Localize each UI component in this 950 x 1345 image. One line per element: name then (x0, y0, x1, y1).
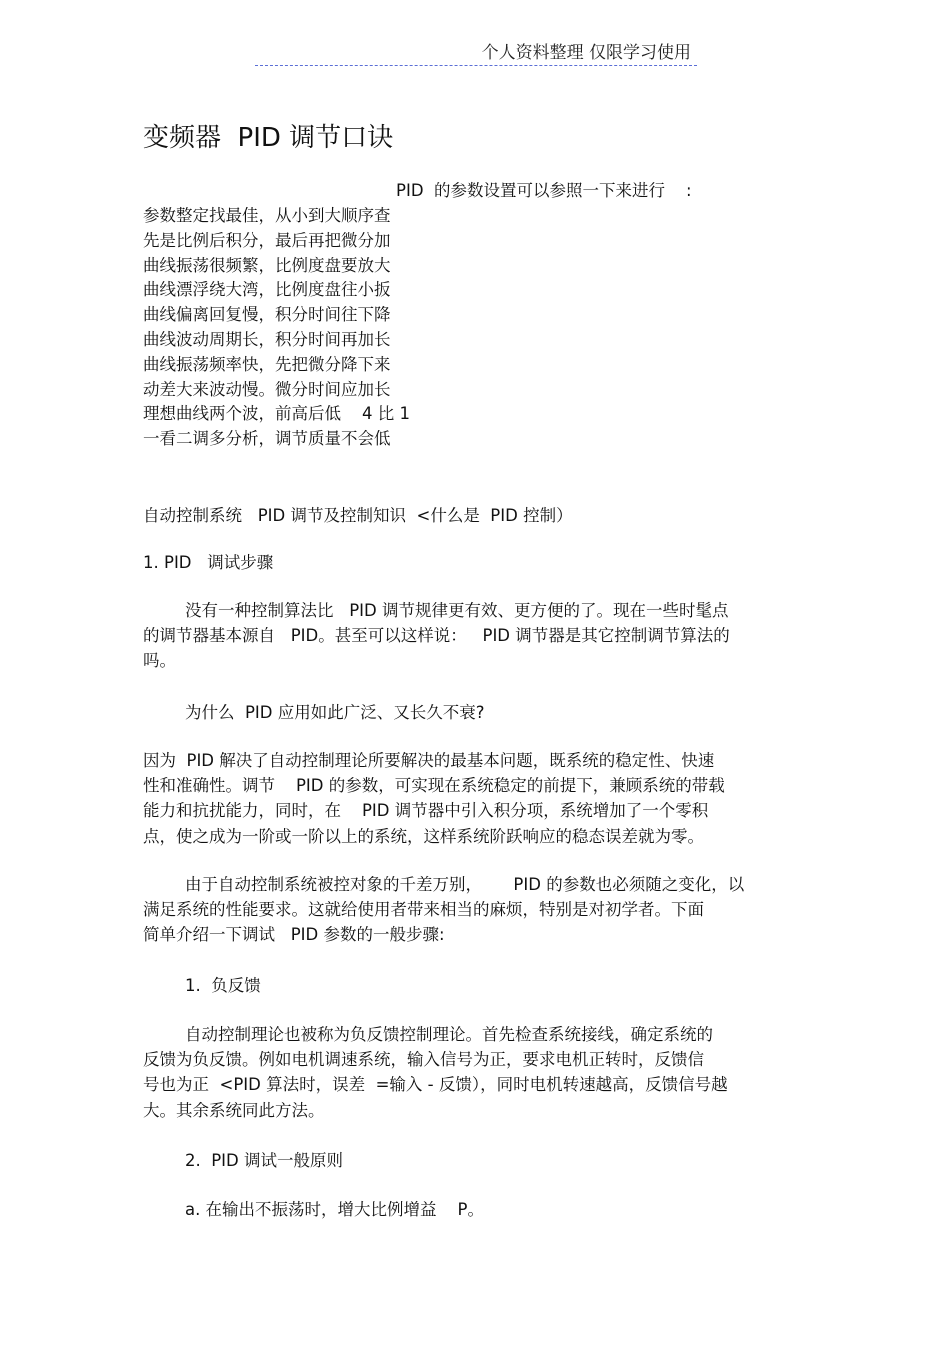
paragraph-1 (143, 598, 783, 674)
document-title: 变频器 PID 调节口诀 (143, 123, 394, 153)
subheading-pid-principles: 2. PID 调试一般原则 (143, 1151, 343, 1170)
verse-line: 曲线漂浮绕大湾，比例度盘往小扳 (143, 280, 391, 300)
section-title: 自动控制系统 PID 调节及控制知识 <什么是 PID 控制） (143, 506, 573, 525)
verse-line: 曲线偏离回复慢，积分时间往下降 (143, 305, 391, 325)
paragraph-line: 自动控制理论也被称为负反馈控制理论。首先检查系统接线，确定系统的 (143, 1025, 713, 1044)
paragraph-line: 大。其余系统同此方法。 (143, 1100, 325, 1120)
paragraph-line: 简单介绍一下调试 PID 参数的一般步骤: (143, 925, 445, 945)
paragraph-line: 性和准确性。调节 PID 的参数，可实现在系统稳定的前提下，兼顾系统的带载 (143, 776, 725, 796)
paragraph-5 (143, 1022, 783, 1123)
page-header (255, 42, 697, 66)
subheading-negative-feedback: 1. 负反馈 (143, 976, 261, 995)
paragraph-line: 反馈为负反馈。例如电机调速系统，输入信号为正，要求电机正转时，反馈信 (143, 1050, 704, 1070)
paragraph-line: 号也为正 <PID 算法时，误差 =输入 - 反馈），同时电机转速越高，反馈信号越 (143, 1075, 728, 1095)
paragraph-line: 由于自动控制系统被控对象的千差万别， PID 的参数也必须随之变化，以 (143, 875, 745, 894)
step-heading: 1. PID 调试步骤 (143, 553, 274, 572)
paragraph-2: 为什么 PID 应用如此广泛、又长久不衰? (143, 703, 485, 722)
paragraph-line: 能力和抗扰能力，同时，在 PID 调节器中引入积分项，系统增加了一个零积 (143, 801, 709, 821)
paragraph-3 (143, 748, 783, 849)
verse-line: 曲线波动周期长，积分时间再加长 (143, 329, 391, 349)
paragraph-line: 吗。 (143, 651, 176, 671)
paragraph-4 (143, 872, 783, 948)
intro-line: PID 的参数设置可以参照一下来进行 : (396, 181, 692, 200)
verse-line: 理想曲线两个波，前高后低 4 比 1 (143, 404, 410, 424)
verse-line: 先是比例后积分，最后再把微分加 (143, 230, 391, 250)
verse-line: 参数整定找最佳，从小到大顺序查 (143, 206, 391, 225)
verse-line: 动差大来波动慢。微分时间应加长 (143, 379, 391, 399)
paragraph-line: 点，使之成为一阶或一阶以上的系统，这样系统阶跃响应的稳态误差就为零。 (143, 826, 704, 846)
paragraph-line: 的调节器基本源自 PID。甚至可以这样说： PID 调节器是其它控制调节算法的 (143, 626, 730, 646)
verse-line: 曲线振荡很频繁，比例度盘要放大 (143, 255, 391, 275)
paragraph-line: 满足系统的性能要求。这就给使用者带来相当的麻烦，特别是对初学者。下面 (143, 900, 704, 920)
paragraph-line: 没有一种控制算法比 PID 调节规律更有效、更方便的了。现在一些时髦点 (143, 601, 729, 620)
list-item-a: a. 在输出不振荡时，增大比例增益 P。 (143, 1200, 484, 1219)
header-text: 个人资料整理 仅限学习使用 (481, 43, 691, 63)
verse-list (143, 204, 410, 452)
verse-line: 一看二调多分析，调节质量不会低 (143, 429, 391, 449)
paragraph-line: 因为 PID 解决了自动控制理论所要解决的最基本问题，既系统的稳定性、快速 (143, 751, 715, 770)
verse-line: 曲线振荡频率快，先把微分降下来 (143, 354, 391, 374)
